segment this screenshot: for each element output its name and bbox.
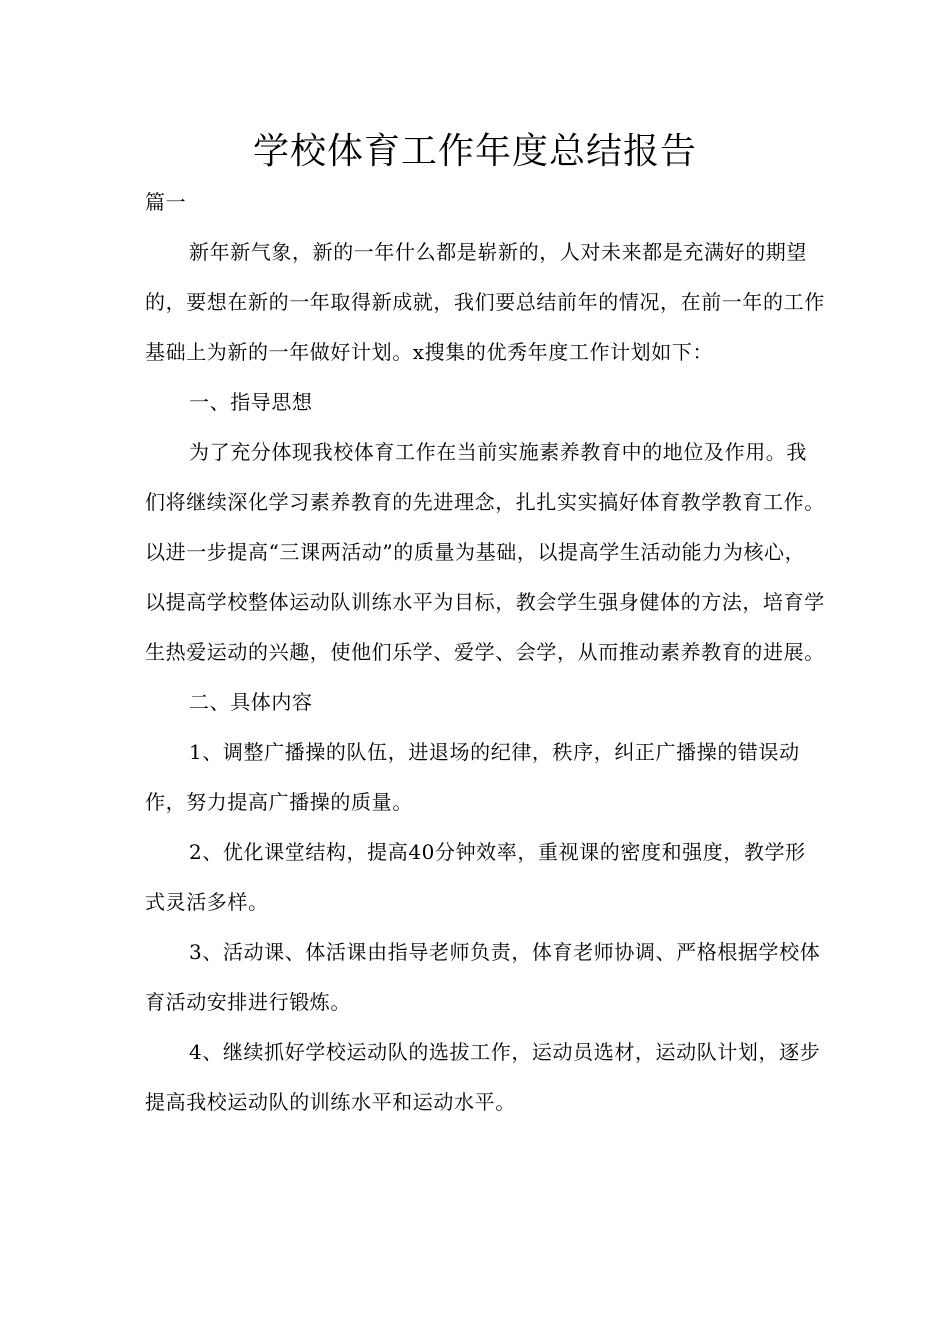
heading-specific-content: 二、具体内容 [189,690,313,714]
section-label: 篇一 [145,190,187,214]
document-body [145,177,825,1127]
list-item-4: 4、继续抓好学校运动队的选拔工作，运动员选材，运动队计划，逐步提高我校运动队的训练水平和运动水平。 [145,1040,821,1114]
paragraph-guiding-ideology: 为了充分体现我校体育工作在当前实施素养教育中的地位及作用。我们将继续深化学习素养教育的先进理念，扎扎实实搞好体育教学教育工作。以进一步提高“三课两活动”的质量为基础，以提高学生活动能力为核心，以提高学校整体运动队训练水平为目标，教会学生强身健体的方法，培育学生热爱运动的兴趣，使他们乐学、爱学、会学，从而推动素养教育的进展。 [145,440,825,664]
document-title: 学校体育工作年度总结报告 [252,131,697,172]
list-item-1: 1、调整广播操的队伍，进退场的纪律，秩序，纠正广播操的错误动作，努力提高广播操的质量。 [145,740,800,814]
list-item-2: 2、优化课堂结构，提高40分钟效率，重视课的密度和强度，教学形式灵活多样。 [145,840,806,914]
paragraph-intro: 新年新气象，新的一年什么都是崭新的，人对未来都是充满好的期望的，要想在新的一年取得新成就，我们要总结前年的情况，在前一年的工作基础上为新的一年做好计划。x搜集的优秀年度工作计划如下： [145,240,825,364]
heading-guiding-ideology: 一、指导思想 [189,390,313,414]
list-item-3: 3、活动课、体活课由指导老师负责，体育老师协调、严格根据学校体育活动安排进行锻炼。 [145,940,821,1014]
